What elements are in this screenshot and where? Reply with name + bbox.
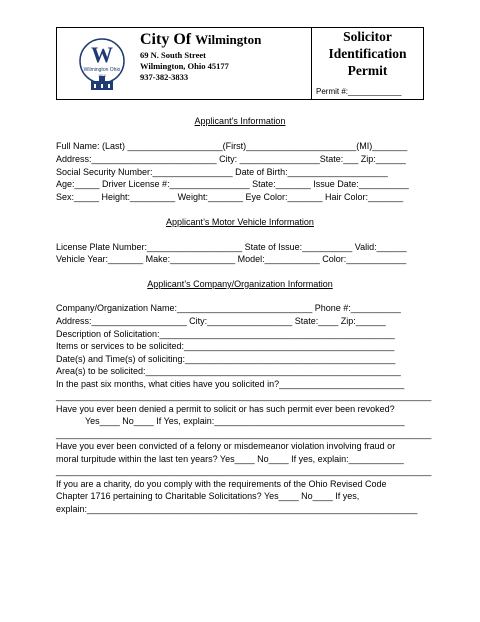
areas-line[interactable]: Area(s) to be solicited:___________________________________________________ [56, 366, 401, 376]
phone-number: 937-382-3833 [140, 72, 189, 82]
city-prefix: City Of [140, 31, 192, 48]
logo-letter: W [91, 42, 113, 67]
denied-permit-continuation-line[interactable]: ___________________________________________________________________________ [56, 429, 432, 439]
past-cities-line[interactable]: In the past six months, what cities have you solicited in?_________________________ [56, 379, 405, 389]
past-cities-continuation-line[interactable]: ___________________________________________________________________________ [56, 391, 432, 401]
charity-explain-line[interactable]: explain:__________________________________________________________________ [56, 504, 418, 514]
permit-title-cell [312, 28, 423, 99]
items-services-line[interactable]: Items or services to be solicited:__________________________________________ [56, 341, 395, 351]
ssn-dob-line[interactable]: Social Security Number:________________ Date of Birth:____________________ [56, 167, 388, 177]
city-name: Wilmington [195, 32, 262, 47]
header-box [56, 27, 424, 100]
title-line-2: Identification [328, 46, 407, 61]
charity-question-line-1: If you are a charity, do you comply with the requirements of the Ohio Revised Code [56, 479, 387, 489]
title-line-1: Solicitor [343, 29, 392, 44]
charity-question-line-2[interactable]: Chapter 1716 pertaining to Charitable Solicitations? Yes____ No____ If yes, [56, 491, 360, 501]
company-name-line[interactable]: Company/Organization Name:___________________________ Phone #:__________ [56, 303, 401, 313]
city-title [140, 31, 261, 49]
conviction-continuation-line[interactable]: ___________________________________________________________________________ [56, 466, 432, 476]
logo-name: Wilmington Ohio [83, 67, 121, 73]
denied-permit-answer-line[interactable]: Yes____ No____ If Yes, explain:______________________________________ [85, 416, 405, 426]
city-info-cell [57, 28, 312, 99]
license-plate-line[interactable]: License Plate Number:___________________ State of Issue:__________ Valid:______ [56, 242, 407, 252]
city-seal-logo [77, 36, 127, 94]
address-line[interactable]: Address:_________________________ City: ________________State:___ Zip:______ [56, 154, 406, 164]
full-name-line[interactable]: Full Name: (Last) ___________________(First)______________________(MI)_______ [56, 141, 408, 151]
denied-permit-question: Have you ever been denied a permit to solicit or has such permit ever been revoked? [56, 404, 395, 414]
company-address-line[interactable]: Address:___________________ City:_________________ State:____ Zip:______ [56, 316, 386, 326]
applicant-info-heading: Applicant’s Information [194, 116, 286, 126]
dates-times-line[interactable]: Date(s) and Time(s) of soliciting:__________________________________________ [56, 354, 396, 364]
city-state-zip: Wilmington, Ohio 45177 [140, 61, 229, 71]
solicitation-description-line[interactable]: Description of Solicitation:_______________________________________________ [56, 329, 395, 339]
vehicle-details-line[interactable]: Vehicle Year:_______ Make:_____________ Model:___________ Color:____________ [56, 254, 407, 264]
vehicle-info-heading: Applicant’s Motor Vehicle Information [166, 217, 314, 227]
age-license-line[interactable]: Age:_____ Driver License #:________________ State:_______ Issue Date:__________ [56, 179, 409, 189]
street-address: 69 N. South Street [140, 50, 206, 60]
title-line-3: Permit [347, 63, 388, 78]
physical-description-line[interactable]: Sex:_____ Height:_________ Weight:_______ Eye Color:_______ Hair Color:_______ [56, 192, 404, 202]
company-info-heading: Applicant’s Company/Organization Information [147, 279, 333, 289]
conviction-answer-line[interactable]: moral turpitude within the last ten years? Yes____ No____ If yes, explain:___________ [56, 454, 404, 464]
conviction-question: Have you ever been convicted of a felony or misdemeanor violation involving fraud or [56, 441, 396, 451]
permit-number-field[interactable]: Permit #:____________ [316, 87, 402, 96]
